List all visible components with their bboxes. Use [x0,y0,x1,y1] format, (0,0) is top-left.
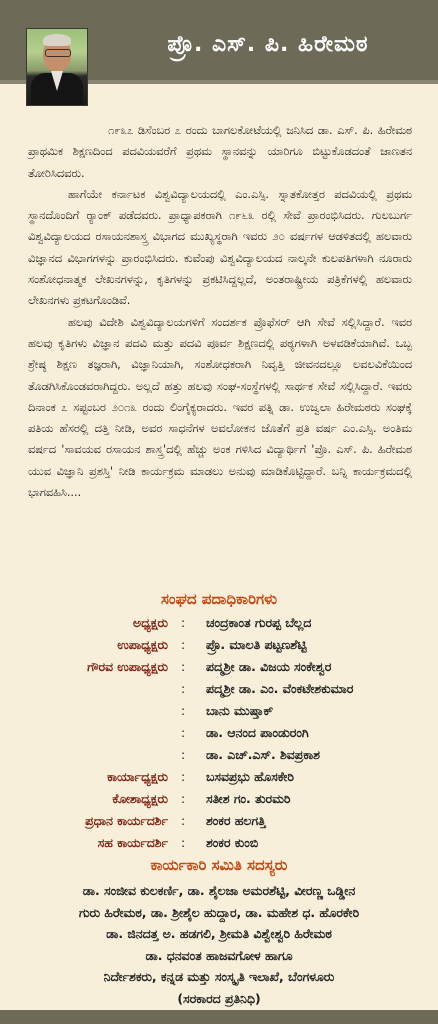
person-name: ಡಾ. ಆನಂದ ಪಾಂಡುರಂಗಿ [206,725,309,740]
person-name: ಪದ್ಮಶ್ರೀ ಡಾ. ಎಂ. ವೆಂಕಟೇಶಕುಮಾರ [206,681,354,696]
member-line: ಡಾ. ಧನವಂತ ಹಾಜವಗೋಳ ಹಾಗೂ [145,947,293,963]
role-label: ಸಹ ಕಾರ್ಯದರ್ಶಿ [97,835,168,850]
person-name: ಶಂಕರ ಕುಂಬಿ [206,835,259,850]
bio-paragraph: ಹಲವು ವಿದೇಶಿ ವಿಶ್ವವಿದ್ಯಾಲಯಗಳಿಗೆ ಸಂದರ್ಶಕ ಪ್ರೊಫೆಸರ್ ಆಗಿ ಸೇವೆ ಸಲ್ಲಿಸಿದ್ದಾರೆ. ಇವರ ಹಲವು ಕೃತಿಗಳು ವಿಜ್ಞಾನ ಪದವಿ ಮತ್ತು ಪದವಿ ಪೂರ್ವ ಶಿಕ್ಷಣದಲ್ಲಿ ಪಠ್ಯಗಳಾಗಿ ಅಳವಡಿಕೆಯಾಗಿವೆ. ಒಬ್ಬ ಶ್ರೇಷ್ಠ ಶಿಕ್ಷಣ ತಜ್ಞರಾಗಿ, ವಿಜ್ಞಾನಿಯಾಗಿ, ಸಂಶೋಧಕರಾಗಿ ನಿವೃತ್ತಿ ಜೀವನದಲ್ಲೂ ಲವಲವಿಕೆಯಿಂದ ತೊಡಗಿಸಿಕೊಂಡವರಾಗಿದ್ದರು. ಅಲ್ಲದೆ ಹತ್ತು ಹಲವು ಸಂಘ-ಸಂಸ್ಥೆಗಳಲ್ಲಿ ಸಾರ್ಥಕ ಸೇವೆ ಸಲ್ಲಿಸಿದ್ದಾರೆ. ಇವರು ದಿನಾಂಕ ೭ ಸಪ್ಟಂಬರ ೨೦೧೩ ರಂದು ಲಿಂಗೈಕ್ಯರಾದರು. ಇವರ ಪತ್ನಿ ಡಾ. ಉಜ್ವಲಾ ಹಿರೇಮಠರು ಸಂಘಕ್ಕೆ ಪತಿಯ ಹೆಸರಲ್ಲಿ ದತ್ತಿ ನೀಡಿ, ಅವರ ಸಾಧನೆಗಳ ಅವಲೋಕನ ಜೊತೆಗೆ ಪ್ರತಿ ವರ್ಷ ಎಂ.ಎಸ್ಸಿ. ಅಂತಿಮ ವರ್ಷದ 'ಸಾವಯವ ರಸಾಯನ ಶಾಸ್ತ್ರ'ದಲ್ಲಿ ಹೆಚ್ಚು ಅಂಕ ಗಳಿಸಿದ ವಿದ್ಯಾರ್ಥಿಗೆ 'ಪ್ರೊ. ಎಸ್. ಪಿ. ಹಿರೇಮಠ ಯುವ ವಿಜ್ಞಾನಿ ಪ್ರಶಸ್ತಿ' ನೀಡಿ ಕಾರ್ಯಕ್ರಮ ಮಾಡಲು ಅನುವು ಮಾಡಿಕೊಟ್ಟಿದ್ದಾರೆ. ಬನ್ನಿ ಕಾರ್ಯಕ್ರಮದಲ್ಲಿ ಭಾಗವಹಿಸಿ.... [28,315,412,500]
page-title: ಪ್ರೊ. ಎಸ್. ಪಿ. ಹಿರೇಮಠ [167,32,369,57]
office-row [0,725,438,745]
colon: : [181,681,186,696]
colon: : [181,637,186,652]
portrait-glasses [45,49,71,57]
person-name: ಬಾನು ಮುಷ್ತಾಕ್ [206,703,274,718]
bio-paragraph: ಹಾಗೆಯೇ ಕರ್ನಾಟಕ ವಿಶ್ವವಿದ್ಯಾಲಯದಲ್ಲಿ ಎಂ.ಎಸ್ಸಿ. ಸ್ನಾತಕೋತ್ತರ ಪದವಿಯಲ್ಲಿ ಪ್ರಥಮ ಸ್ಥಾನದೊಂದಿಗೆ ರ್‍ಯಾಂಕ್ ಪಡೆದವರು. ಪ್ರಾಧ್ಯಾಪಕರಾಗಿ ೧೯೬೩ ರಲ್ಲಿ ಸೇವೆ ಪ್ರಾರಂಭಿಸಿದರು. ಗುಲಬುರ್ಗ ವಿಶ್ವವಿದ್ಯಾಲಯದ ರಸಾಯನಶಾಸ್ತ್ರ ವಿಭಾಗದ ಮುಖ್ಯಸ್ಥರಾಗಿ ಇವರು ೨೦ ವರ್ಷಗಳ ಆಡಳಿತದಲ್ಲಿ ಹಲವಾರು ವಿಜ್ಞಾನದ ವಿಭಾಗಗಳನ್ನು ಪ್ರಾರಂಭಿಸಿದರು. ಕುವೆಂಪು ವಿಶ್ವವಿದ್ಯಾಲಯದ ನಾಲ್ಕನೇ ಕುಲಪತಿಗಳಾಗಿ ನೂರಾರು ಸಂಶೋಧನಾತ್ಮಕ ಲೇಖನಗಳನ್ನು, ಕೃತಿಗಳನ್ನು ಪ್ರಕಟಿಸಿದ್ದಲ್ಲದೆ, ಅಂತರಾಷ್ಟ್ರೀಯ ಪತ್ರಿಕೆಗಳಲ್ಲಿ ಹಲವಾರು ಲೇಖನಗಳು ಪ್ರಕಟಗೊಂಡಿವೆ. [28,187,412,308]
bio-paragraph: ೧೯೩೭ ಡಿಸೆಂಬರ ೭ ರಂದು ಬಾಗಲಕೋಟೆಯಲ್ಲಿ ಜನಿಸಿದ ಡಾ. ಎಸ್. ಪಿ. ಹಿರೇಮಠ ಪ್ರಾಥಮಿಕ ಶಿಕ್ಷಣದಿಂದ ಪದವಿಯವರೆಗೆ ಪ್ರಥಮ ಸ್ಥಾನವನ್ನು ಯಾರಿಗೂ ಬಿಟ್ಟುಕೊಡದಂತೆ ಜಾಣತನ ತೋರಿಸಿದವರು. [28,124,412,180]
office-row [0,791,438,811]
role-label: ಅಧ್ಯಕ್ಷರು [132,615,168,630]
role-label: ಕಾರ್ಯಾಧ್ಯಕ್ಷರು [107,769,168,784]
office-row [0,681,438,701]
person-name: ಬಸವಪ್ರಭು ಹೊಸಕೇರಿ [206,769,294,784]
member-line: ನಿರ್ದೇಶಕರು, ಕನ್ನಡ ಮತ್ತು ಸಂಸ್ಕೃತಿ ಇಲಾಖೆ, ಬೆಂಗಳೂರು [103,969,335,984]
footer-band [0,1010,438,1024]
office-row [0,769,438,789]
biography [28,120,412,503]
office-row [0,637,438,657]
colon: : [181,703,186,718]
person-name: ಸತೀಶ ಗಂ. ತುರಮರಿ [206,791,291,806]
member-line: ಡಾ. ಜಿನದತ್ತ ಅ. ಹಡಗಲಿ, ಶ್ರೀಮತಿ ವಿಶ್ವೇಶ್ವರಿ ಹಿರೇಮಠ [106,926,332,941]
executive-committee-heading: ಕಾರ್ಯಕಾರಿ ಸಮಿತಿ ಸದಸ್ಯರು [150,856,288,874]
person-name: ಶಂಕರ ಹಲಗತ್ತಿ [206,813,266,828]
role-label: ಉಪಾಧ್ಯಕ್ಷರು [117,637,168,652]
colon: : [181,659,186,674]
person-name: ಡಾ. ಎಚ್.ಎಸ್. ಶಿವಪ್ರಕಾಶ [206,747,320,762]
member-line: (ಸರಕಾರದ ಪ್ರತಿನಿಧಿ) [177,990,261,1006]
executive-committee-members [20,880,418,1009]
person-name: ಪ್ರೊ. ಮಾಲತಿ ಪಟ್ಟಣಶೆಟ್ಟಿ [206,637,307,652]
colon: : [181,725,186,740]
person-name: ಚಂದ್ರಕಾಂತ ಗುರಪ್ಪ ಬೆಲ್ಲದ [206,615,312,630]
person-name: ಪದ್ಮಶ್ರೀ ಡಾ. ವಿಜಯ ಸಂಕೇಶ್ವರ [206,659,332,674]
office-row [0,703,438,723]
colon: : [181,791,186,806]
member-line: ಡಾ. ಸಂಜೀವ ಕುಲಕರ್ಣಿ, ಡಾ. ಶೈಲಜಾ ಅಮರಶೆಟ್ಟಿ, ವೀರಣ್ಣ ಒಡ್ಡೀನ [82,883,356,898]
colon: : [181,813,186,828]
office-row [0,659,438,679]
colon: : [181,835,186,850]
office-row [0,835,438,855]
role-label: ಪ್ರಧಾನ ಕಾರ್ಯದರ್ಶಿ [85,813,168,828]
portrait-hair [43,34,71,46]
member-line: ಗುರು ಹಿರೇಮಠ, ಡಾ. ಶ್ರೀಶೈಲ ಹುದ್ದಾರ, ಡಾ. ಮಹೇಶ ಧ. ಹೊರಕೇರಿ [78,904,360,920]
portrait-photo [26,28,88,106]
colon: : [181,747,186,762]
role-label: ಗೌರವ ಉಪಾಧ್ಯಕ್ಷರು [87,659,168,674]
colon: : [181,769,186,784]
role-label: ಕೋಶಾಧ್ಯಕ್ಷರು [112,791,168,806]
office-bearers-heading: ಸಂಘದ ಪದಾಧಿಕಾರಿಗಳು [160,590,278,608]
office-row [0,747,438,767]
colon: : [181,615,186,630]
office-row [0,813,438,833]
office-row [0,615,438,635]
